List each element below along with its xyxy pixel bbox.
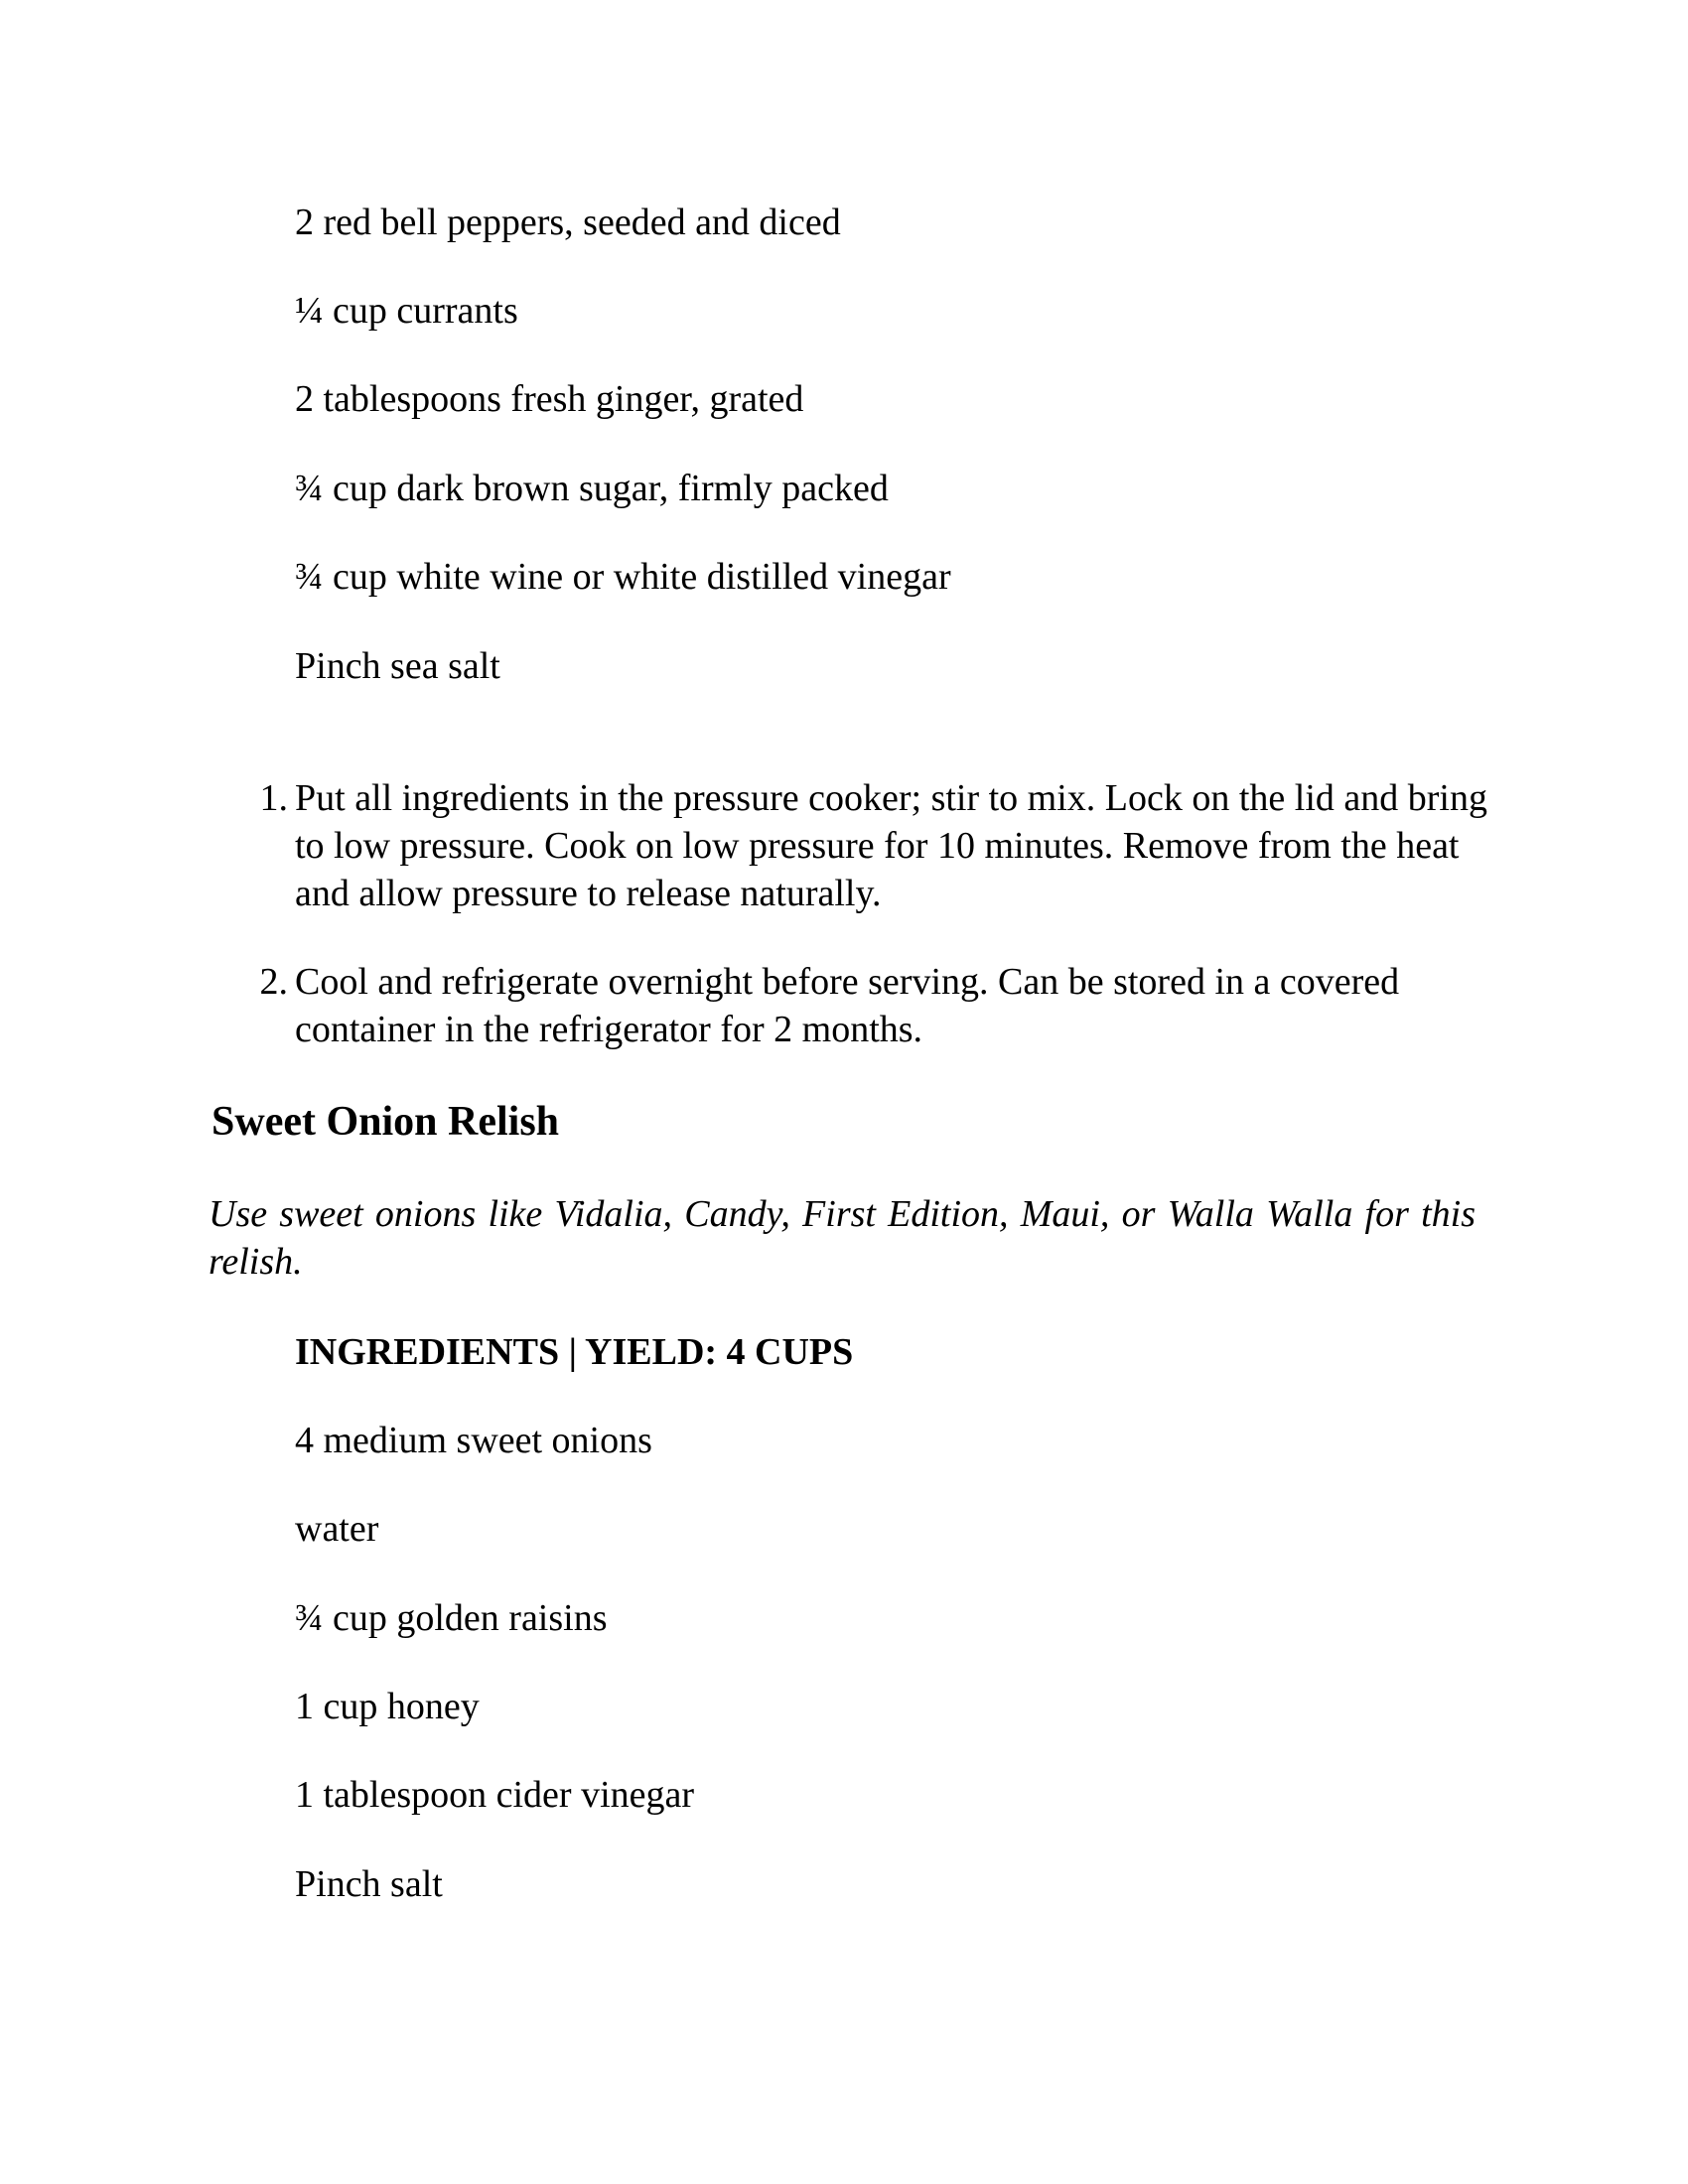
step-number: 1.: [259, 777, 288, 819]
ingredients-heading: INGREDIENTS | YIELD: 4 CUPS: [295, 1331, 854, 1373]
ingredient-line: ¾ cup golden raisins: [295, 1597, 608, 1639]
ingredient-line: Pinch sea salt: [295, 645, 500, 687]
step-number: 2.: [259, 961, 288, 1003]
ingredient-line: Pinch salt: [295, 1863, 443, 1905]
step-text: Cool and refrigerate overnight before serving. Can be stored in a covered container in the refrigerator for 2 months.: [295, 961, 1400, 1050]
recipe-title: Sweet Onion Relish: [211, 1099, 560, 1145]
instruction-step: [248, 958, 1489, 1053]
ingredient-line: 1 cup honey: [295, 1686, 480, 1727]
ingredient-line: water: [295, 1508, 379, 1550]
ingredient-line: ¼ cup currants: [295, 290, 518, 332]
ingredient-line: 1 tablespoon cider vinegar: [295, 1774, 695, 1816]
recipe-intro: Use sweet onions like Vidalia, Candy, First Edition, Maui, or Walla Walla for this relish.: [209, 1193, 1476, 1283]
ingredient-line: ¾ cup white wine or white distilled vinegar: [295, 556, 951, 598]
step-text: Put all ingredients in the pressure cooker; stir to mix. Lock on the lid and bring to low pressure. Cook on low pressure for 10 minutes. Remove from the heat and allow pressure to release naturally.: [295, 777, 1487, 914]
ingredient-line: 4 medium sweet onions: [295, 1420, 652, 1461]
ingredient-line: 2 tablespoons fresh ginger, grated: [295, 378, 804, 420]
ingredient-line: 2 red bell peppers, seeded and diced: [295, 202, 841, 243]
ingredient-line: ¾ cup dark brown sugar, firmly packed: [295, 468, 889, 509]
instruction-step: [248, 774, 1489, 917]
